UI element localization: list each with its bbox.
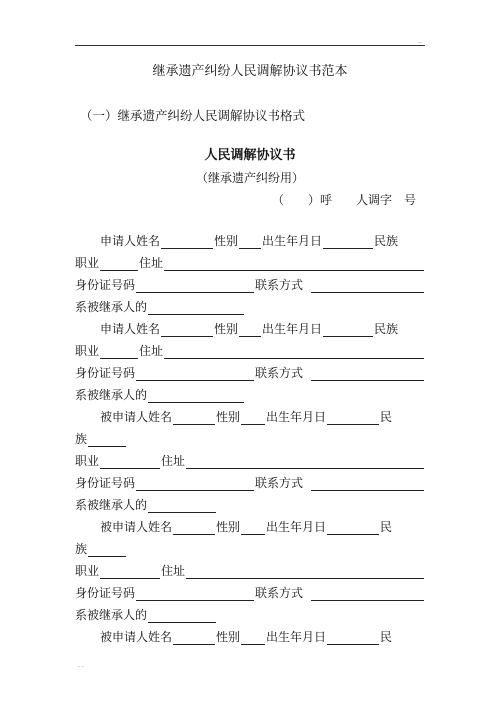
blank-gender[interactable] bbox=[241, 521, 265, 535]
respondent-2-ethnicity-row: 族 bbox=[75, 539, 425, 557]
respondent-2-relation-row: 系被继承人的 bbox=[75, 605, 425, 623]
corner-mark: .. bbox=[418, 38, 422, 45]
respondent-1-name-row: 被申请人姓名 性别 出生年月日 民 bbox=[100, 410, 393, 424]
document-number: （ ）呼 人调字 号 bbox=[272, 193, 417, 207]
respondent-1-relation-row: 系被继承人的 bbox=[75, 495, 425, 513]
blank-relation[interactable] bbox=[148, 389, 244, 403]
applicant-2-job-row: 职业 住址 bbox=[75, 341, 425, 359]
blank-relation[interactable] bbox=[148, 499, 216, 513]
blank-contact[interactable] bbox=[311, 279, 424, 293]
blank-gender[interactable] bbox=[241, 631, 265, 645]
applicant-1-id-row: 身份证号码 联系方式 bbox=[75, 275, 425, 293]
blank-gender[interactable] bbox=[239, 235, 261, 249]
section-heading: （一）继承遗产纠纷人民调解协议书格式 bbox=[80, 108, 306, 123]
respondent-1-job-row: 职业 住址 bbox=[75, 451, 425, 469]
blank-contact[interactable] bbox=[311, 587, 424, 601]
blank-ethnicity[interactable] bbox=[88, 543, 126, 557]
blank-respondent-name[interactable] bbox=[173, 631, 215, 645]
applicant-2-id-row: 身份证号码 联系方式 bbox=[75, 363, 425, 381]
document-subtitle: （继承遗产纠纷用） bbox=[195, 171, 304, 185]
applicant-1-name-row: 申请人姓名 性别 出生年月日 民族 bbox=[100, 234, 399, 248]
blank-applicant-name[interactable] bbox=[161, 323, 213, 337]
applicant-1-relation-row: 系被继承人的 bbox=[75, 297, 425, 315]
blank-occupation[interactable] bbox=[100, 345, 138, 359]
blank-address[interactable] bbox=[164, 257, 424, 271]
applicant-1-job-row: 职业 住址 bbox=[75, 253, 425, 271]
respondent-3-name-row: 被申请人姓名 性别 出生年月日 民 bbox=[100, 630, 393, 644]
blank-respondent-name[interactable] bbox=[173, 521, 215, 535]
blank-gender[interactable] bbox=[239, 323, 261, 337]
respondent-1-ethnicity-row: 族 bbox=[75, 429, 425, 447]
blank-gender[interactable] bbox=[241, 411, 265, 425]
blank-occupation[interactable] bbox=[100, 565, 160, 579]
applicant-2-name-row: 申请人姓名 性别 出生年月日 民族 bbox=[100, 322, 399, 336]
blank-id-number[interactable] bbox=[136, 279, 254, 293]
blank-address[interactable] bbox=[186, 455, 424, 469]
blank-birth-date[interactable] bbox=[323, 235, 373, 249]
blank-ethnicity[interactable] bbox=[88, 433, 126, 447]
header-rule bbox=[75, 45, 425, 46]
blank-birth-date[interactable] bbox=[327, 521, 379, 535]
blank-id-number[interactable] bbox=[136, 477, 254, 491]
blank-contact[interactable] bbox=[311, 367, 424, 381]
footer-mark: . . bbox=[78, 662, 84, 669]
page-title: 继承遗产纠纷人民调解协议书范本 bbox=[152, 64, 348, 79]
blank-address[interactable] bbox=[164, 345, 424, 359]
blank-address[interactable] bbox=[186, 565, 424, 579]
blank-contact[interactable] bbox=[311, 477, 424, 491]
applicant-2-relation-row: 系被继承人的 bbox=[75, 385, 425, 403]
respondent-2-id-row: 身份证号码 联系方式 bbox=[75, 583, 425, 601]
document-title: 人民调解协议书 bbox=[204, 148, 296, 163]
blank-birth-date[interactable] bbox=[327, 631, 379, 645]
respondent-2-job-row: 职业 住址 bbox=[75, 561, 425, 579]
blank-applicant-name[interactable] bbox=[161, 235, 213, 249]
blank-birth-date[interactable] bbox=[327, 411, 379, 425]
blank-occupation[interactable] bbox=[100, 455, 160, 469]
blank-id-number[interactable] bbox=[136, 367, 254, 381]
blank-respondent-name[interactable] bbox=[173, 411, 215, 425]
blank-occupation[interactable] bbox=[100, 257, 138, 271]
blank-id-number[interactable] bbox=[136, 587, 254, 601]
blank-birth-date[interactable] bbox=[323, 323, 373, 337]
respondent-1-id-row: 身份证号码 联系方式 bbox=[75, 473, 425, 491]
respondent-2-name-row: 被申请人姓名 性别 出生年月日 民 bbox=[100, 520, 393, 534]
blank-relation[interactable] bbox=[148, 301, 244, 315]
blank-relation[interactable] bbox=[148, 609, 216, 623]
